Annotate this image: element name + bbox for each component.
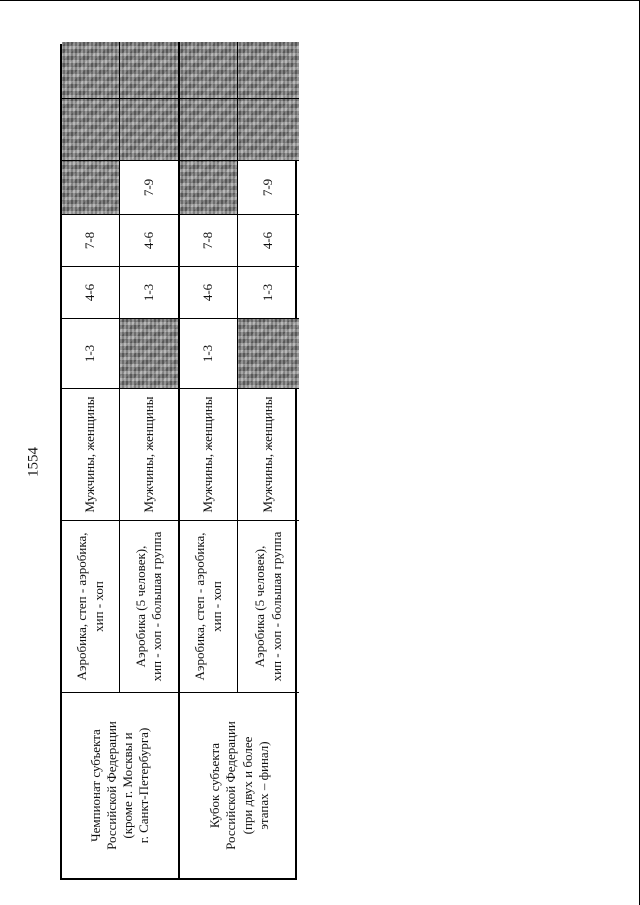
rank-cell: 1-3 bbox=[62, 318, 120, 388]
discipline-cell: Аэробика, степ - аэробика, хип - хоп bbox=[62, 520, 120, 692]
shaded-empty-cell bbox=[62, 160, 120, 214]
page-edge-top bbox=[0, 0, 640, 1]
rank-cell: 7-9 bbox=[120, 160, 180, 214]
competition-cell: Кубок субъекта Российской Федерации (при двух и более этапах – финал) bbox=[180, 692, 299, 878]
group-cell: Мужчины, женщины bbox=[180, 388, 238, 520]
rank-cell: 1-3 bbox=[180, 318, 238, 388]
shaded-empty-cell bbox=[238, 42, 299, 98]
rank-cell: 1-3 bbox=[120, 266, 180, 318]
group-cell: Мужчины, женщины bbox=[62, 388, 120, 520]
rank-cell: 7-9 bbox=[238, 160, 299, 214]
competition-cell: Чемпионат субъекта Российской Федерации (кроме г. Москвы и г. Санкт-Петербурга) bbox=[62, 692, 180, 878]
discipline-cell: Аэробика (5 человек), хип - хоп - большая группа bbox=[120, 520, 180, 692]
shaded-empty-cell bbox=[120, 98, 180, 160]
shaded-empty-cell bbox=[120, 318, 180, 388]
group-cell: Мужчины, женщины bbox=[238, 388, 299, 520]
shaded-empty-cell bbox=[180, 42, 238, 98]
table-container bbox=[60, 44, 297, 880]
rank-cell: 4-6 bbox=[238, 214, 299, 266]
shaded-empty-cell bbox=[62, 42, 120, 98]
rank-cell: 1-3 bbox=[238, 266, 299, 318]
shaded-empty-cell bbox=[62, 98, 120, 160]
page-number: 1554 bbox=[25, 447, 42, 477]
rank-cell: 4-6 bbox=[120, 214, 180, 266]
discipline-cell: Аэробика, степ - аэробика, хип - хоп bbox=[180, 520, 238, 692]
shaded-empty-cell bbox=[238, 98, 299, 160]
shaded-empty-cell bbox=[120, 42, 180, 98]
rank-cell: 4-6 bbox=[62, 266, 120, 318]
ranks-table bbox=[60, 44, 297, 880]
rank-cell: 7-8 bbox=[62, 214, 120, 266]
shaded-empty-cell bbox=[180, 160, 238, 214]
rank-cell: 7-8 bbox=[180, 214, 238, 266]
rank-cell: 4-6 bbox=[180, 266, 238, 318]
discipline-cell: Аэробика (5 человек), хип - хоп - большая группа bbox=[238, 520, 299, 692]
shaded-empty-cell bbox=[238, 318, 299, 388]
group-cell: Мужчины, женщины bbox=[120, 388, 180, 520]
shaded-empty-cell bbox=[180, 98, 238, 160]
